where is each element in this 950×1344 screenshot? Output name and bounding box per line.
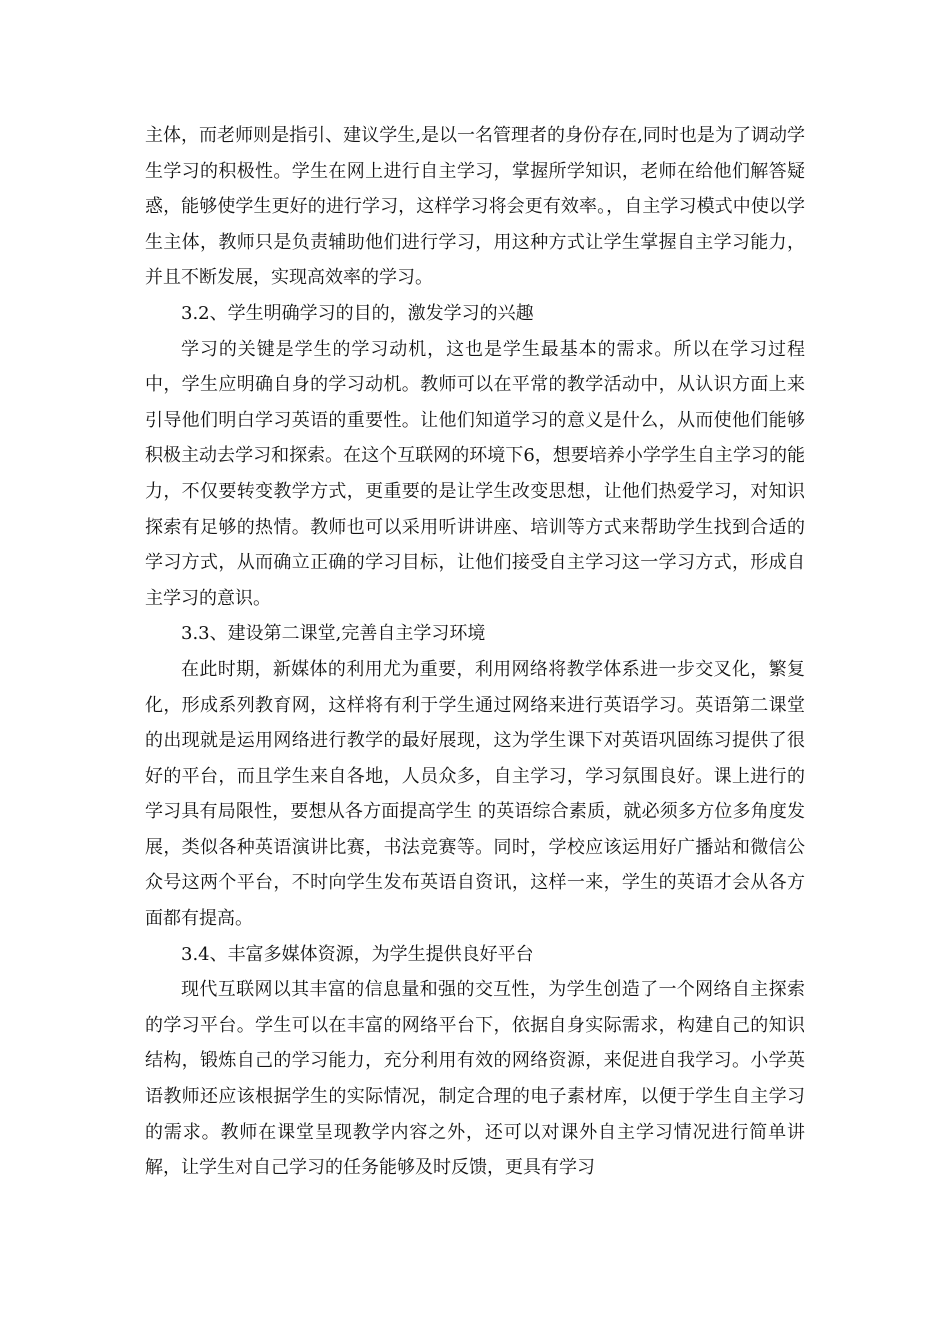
document-body	[145, 118, 805, 1186]
section-heading-3-3: 3.3、建设第二课堂,完善自主学习环境	[181, 623, 486, 645]
paragraph-learning-motivation: 学习的关键是学生的学习动机，这也是学生最基本的需求。所以在学习过程中，学生应明确自身的学习动机。教师可以在平常的教学活动中，从认识方面上来引导他们明白学习英语的重要性。让他们知道学习的意义是什么，从而使他们能够积极主动去学习和探索。在这个互联网的环境下6，想要培养小学学生自主学习的能力，不仅要转变教学方式，更重要的是让学生改变思想，让他们热爱学习，对知识探索有足够的热情。教师也可以采用听讲讲座、培训等方式来帮助学生找到合适的学习方式，从而确立正确的学习目标，让他们接受自主学习这一学习方式，形成自主学习的意识。	[145, 338, 805, 609]
paragraph-second-classroom: 在此时期，新媒体的利用尤为重要，利用网络将教学体系进一步交叉化，繁复化，形成系列教育网，这样将有利于学生通过网络来进行英语学习。英语第二课堂的出现就是运用网络进行教学的最好展现，这为学生课下对英语巩固练习提供了很好的平台，而且学生来自各地，人员众多，自主学习，学习氛围良好。课上进行的学习具有局限性，要想从各方面提高学生 的英语综合素质，就必须多方位多角度发展，类似各种英语演讲比赛，书法竞赛等。同时，学校应该运用好广播站和微信公众号这两个平台，不时向学生发布英语自资讯，这样一来，学生的英语才会从各方面都有提高。	[145, 658, 805, 930]
paragraph-continued: 主体，而老师则是指引、建议学生,是以一名管理者的身份存在,同时也是为了调动学生学习的积极性。学生在网上进行自主学习，掌握所学知识，老师在给他们解答疑惑，能够使学生更好的进行学习，这样学习将会更有效率。，自主学习模式中使以学生主体，教师只是负责辅助他们进行学习，用这种方式让学生掌握自主学习能力，并且不断发展，实现高效率的学习。	[145, 125, 805, 289]
paragraph-multimedia-resources: 现代互联网以其丰富的信息量和强的交互性，为学生创造了一个网络自主探索的学习平台。学生可以在丰富的网络平台下，依据自身实际需求，构建自己的知识结构，锻炼自己的学习能力，充分利用有效的网络资源，来促进自我学习。小学英语教师还应该根据学生的实际情况，制定合理的电子素材库，以便于学生自主学习的需求。教师在课堂呈现教学内容之外，还可以对课外自主学习情况进行简单讲解，让学生对自己学习的任务能够及时反馈，更具有学习	[145, 979, 805, 1179]
section-heading-3-2: 3.2、学生明确学习的目的，激发学习的兴趣	[181, 302, 534, 324]
section-heading-3-4: 3.4、丰富多媒体资源，为学生提供良好平台	[181, 943, 534, 965]
